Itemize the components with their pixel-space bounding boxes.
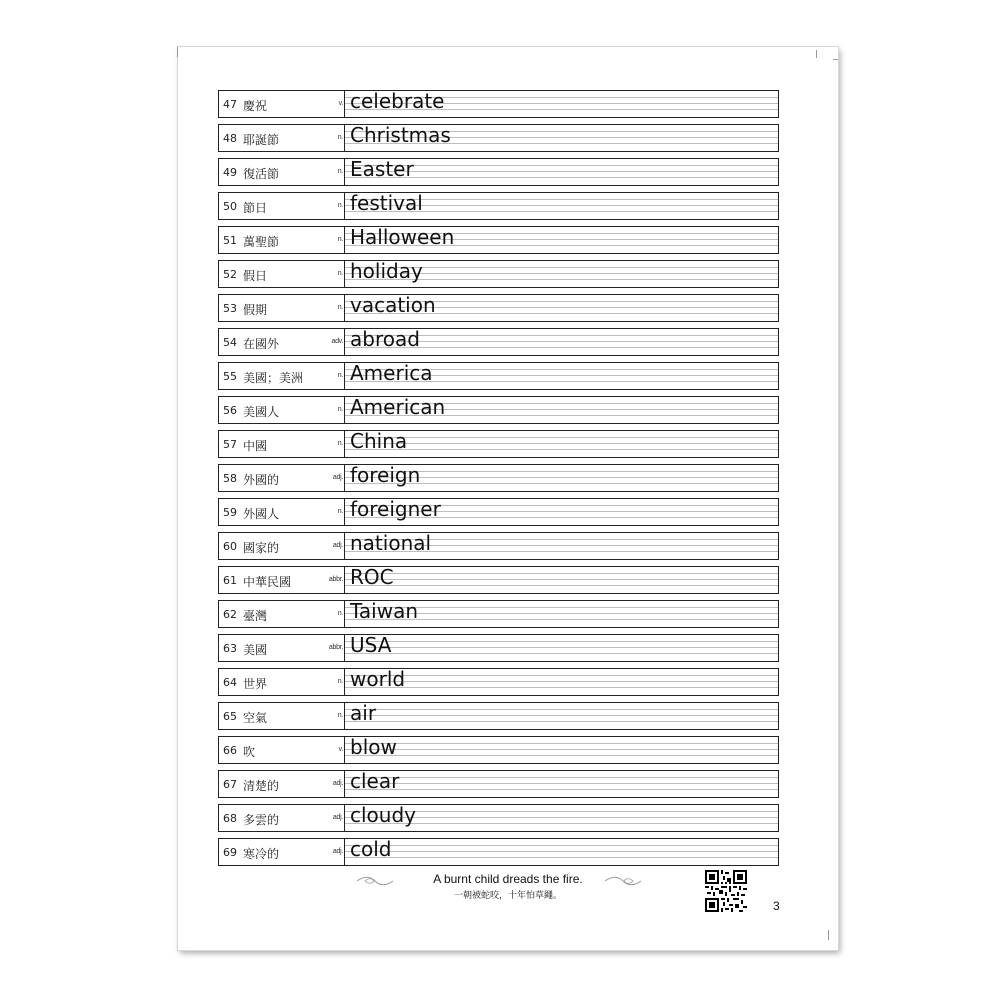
english-word: Taiwan: [350, 601, 419, 623]
writing-lines[interactable]: [345, 499, 778, 525]
entry-number: 54: [223, 336, 237, 349]
part-of-speech: n.: [337, 372, 343, 379]
vocab-meta: [219, 91, 345, 117]
entry-number: 51: [223, 234, 237, 247]
vocab-row: [218, 124, 779, 152]
chinese-meaning: 美國人: [243, 405, 280, 419]
writing-lines[interactable]: [345, 567, 778, 593]
qr-code-icon[interactable]: [705, 870, 747, 912]
vocab-meta: [219, 227, 345, 253]
part-of-speech: adj.: [332, 542, 343, 549]
writing-lines[interactable]: [345, 125, 778, 151]
writing-lines[interactable]: [345, 329, 778, 355]
entry-number: 69: [223, 846, 237, 859]
english-word: foreign: [350, 465, 421, 487]
part-of-speech: adj.: [332, 814, 343, 821]
english-word: ROC: [350, 567, 394, 589]
vocabulary-list: [218, 90, 779, 872]
english-word: festival: [350, 193, 423, 215]
part-of-speech: n.: [337, 508, 343, 515]
chinese-meaning: 美國；美洲: [243, 371, 304, 385]
vocab-row: [218, 192, 779, 220]
vocab-meta: [219, 431, 345, 457]
vocab-meta: [219, 737, 345, 763]
vocab-row: [218, 736, 779, 764]
vocab-row: [218, 396, 779, 424]
entry-number: 57: [223, 438, 237, 451]
writing-lines[interactable]: [345, 839, 778, 865]
vocab-row: [218, 464, 779, 492]
part-of-speech: adv.: [331, 338, 343, 345]
english-word: America: [350, 363, 433, 385]
writing-lines[interactable]: [345, 805, 778, 831]
chinese-meaning: 中華民國: [243, 575, 292, 589]
chinese-meaning: 中國: [243, 439, 268, 453]
vocab-row: [218, 770, 779, 798]
part-of-speech: n.: [337, 712, 343, 719]
chinese-meaning: 復活節: [243, 167, 280, 181]
chinese-meaning: 臺灣: [243, 609, 268, 623]
chinese-meaning: 多雲的: [243, 813, 280, 827]
vocab-meta: [219, 635, 345, 661]
vocab-meta: [219, 805, 345, 831]
entry-number: 66: [223, 744, 237, 757]
vocab-row: [218, 702, 779, 730]
vocab-meta: [219, 125, 345, 151]
part-of-speech: v.: [338, 746, 343, 753]
entry-number: 68: [223, 812, 237, 825]
vocab-row: [218, 226, 779, 254]
vocab-row: [218, 90, 779, 118]
writing-lines[interactable]: [345, 601, 778, 627]
entry-number: 48: [223, 132, 237, 145]
part-of-speech: n.: [337, 236, 343, 243]
vocab-row: [218, 362, 779, 390]
part-of-speech: v.: [338, 100, 343, 107]
vocab-meta: [219, 363, 345, 389]
english-word: Halloween: [350, 227, 455, 249]
vocab-row: [218, 668, 779, 696]
english-word: Christmas: [350, 125, 451, 147]
chinese-meaning: 萬聖節: [243, 235, 280, 249]
english-word: foreigner: [350, 499, 441, 521]
part-of-speech: n.: [337, 202, 343, 209]
vocab-meta: [219, 465, 345, 491]
entry-number: 47: [223, 98, 237, 111]
writing-lines[interactable]: [345, 193, 778, 219]
crop-mark: [833, 59, 838, 60]
english-word: air: [350, 703, 377, 725]
chinese-meaning: 吹: [243, 745, 256, 759]
vocab-row: [218, 532, 779, 560]
proverb-english: A burnt child dreads the fire.: [433, 872, 583, 886]
entry-number: 67: [223, 778, 237, 791]
vocab-meta: [219, 601, 345, 627]
writing-lines[interactable]: [345, 227, 778, 253]
vocab-meta: [219, 261, 345, 287]
english-word: blow: [350, 737, 397, 759]
chinese-meaning: 世界: [243, 677, 268, 691]
entry-number: 58: [223, 472, 237, 485]
vocab-row: [218, 634, 779, 662]
chinese-meaning: 美國: [243, 643, 268, 657]
writing-lines[interactable]: [345, 737, 778, 763]
proverb-chinese: 一朝被蛇咬，十年怕草繩。: [453, 891, 562, 901]
chinese-meaning: 空氣: [243, 711, 268, 725]
entry-number: 56: [223, 404, 237, 417]
english-word: holiday: [350, 261, 423, 283]
entry-number: 65: [223, 710, 237, 723]
chinese-meaning: 在國外: [243, 337, 280, 351]
writing-lines[interactable]: [345, 397, 778, 423]
english-word: cold: [350, 839, 392, 861]
chinese-meaning: 慶祝: [243, 99, 268, 113]
part-of-speech: adj.: [332, 848, 343, 855]
vocab-row: [218, 328, 779, 356]
english-word: American: [350, 397, 446, 419]
english-word: vacation: [350, 295, 436, 317]
chinese-meaning: 外國人: [243, 507, 280, 521]
chinese-meaning: 假期: [243, 303, 268, 317]
chinese-meaning: 耶誕節: [243, 133, 280, 147]
part-of-speech: n.: [337, 168, 343, 175]
vocab-row: [218, 158, 779, 186]
writing-lines[interactable]: [345, 635, 778, 661]
entry-number: 60: [223, 540, 237, 553]
entry-number: 55: [223, 370, 237, 383]
entry-number: 49: [223, 166, 237, 179]
vocab-meta: [219, 329, 345, 355]
vocab-meta: [219, 499, 345, 525]
writing-lines[interactable]: [345, 261, 778, 287]
chinese-meaning: 假日: [243, 269, 268, 283]
part-of-speech: n.: [337, 134, 343, 141]
part-of-speech: n.: [337, 406, 343, 413]
vocab-row: [218, 430, 779, 458]
english-word: Easter: [350, 159, 414, 181]
vocab-row: [218, 566, 779, 594]
chinese-meaning: 國家的: [243, 541, 280, 555]
writing-lines[interactable]: [345, 363, 778, 389]
part-of-speech: n.: [337, 440, 343, 447]
part-of-speech: n.: [337, 610, 343, 617]
english-word: cloudy: [350, 805, 416, 827]
crop-mark: [177, 47, 178, 57]
part-of-speech: adj.: [332, 474, 343, 481]
crop-mark: [816, 50, 817, 58]
english-word: celebrate: [350, 91, 445, 113]
vocab-meta: [219, 193, 345, 219]
chinese-meaning: 節日: [243, 201, 268, 215]
part-of-speech: n.: [337, 678, 343, 685]
vocab-meta: [219, 533, 345, 559]
vocab-meta: [219, 669, 345, 695]
chinese-meaning: 清楚的: [243, 779, 280, 793]
entry-number: 59: [223, 506, 237, 519]
english-word: China: [350, 431, 408, 453]
vocab-row: [218, 600, 779, 628]
vocab-row: [218, 804, 779, 832]
chinese-meaning: 外國的: [243, 473, 280, 487]
vocab-meta: [219, 567, 345, 593]
entry-number: 61: [223, 574, 237, 587]
part-of-speech: abbr.: [328, 576, 343, 583]
writing-lines[interactable]: [345, 703, 778, 729]
writing-lines[interactable]: [345, 533, 778, 559]
writing-lines[interactable]: [345, 159, 778, 185]
part-of-speech: n.: [337, 304, 343, 311]
english-word: abroad: [350, 329, 420, 351]
part-of-speech: adj.: [332, 780, 343, 787]
vocab-meta: [219, 295, 345, 321]
entry-number: 62: [223, 608, 237, 621]
part-of-speech: n.: [337, 270, 343, 277]
entry-number: 63: [223, 642, 237, 655]
entry-number: 52: [223, 268, 237, 281]
english-word: clear: [350, 771, 400, 793]
vocab-meta: [219, 839, 345, 865]
vocab-row: [218, 838, 779, 866]
writing-lines[interactable]: [345, 465, 778, 491]
entry-number: 64: [223, 676, 237, 689]
right-flourish-icon: [604, 875, 642, 887]
vocab-meta: [219, 159, 345, 185]
writing-lines[interactable]: [345, 295, 778, 321]
vocab-row: [218, 498, 779, 526]
part-of-speech: abbr.: [328, 644, 343, 651]
writing-lines[interactable]: [345, 669, 778, 695]
entry-number: 50: [223, 200, 237, 213]
writing-lines[interactable]: [345, 431, 778, 457]
english-word: USA: [350, 635, 392, 657]
writing-lines[interactable]: [345, 771, 778, 797]
page-number: 3: [773, 899, 780, 913]
crop-mark: [828, 930, 829, 940]
english-word: national: [350, 533, 432, 555]
vocab-meta: [219, 771, 345, 797]
entry-number: 53: [223, 302, 237, 315]
vocab-meta: [219, 397, 345, 423]
vocab-row: [218, 294, 779, 322]
writing-lines[interactable]: [345, 91, 778, 117]
vocab-meta: [219, 703, 345, 729]
chinese-meaning: 寒冷的: [243, 847, 280, 861]
english-word: world: [350, 669, 406, 691]
vocab-row: [218, 260, 779, 288]
worksheet-page: [178, 47, 838, 950]
